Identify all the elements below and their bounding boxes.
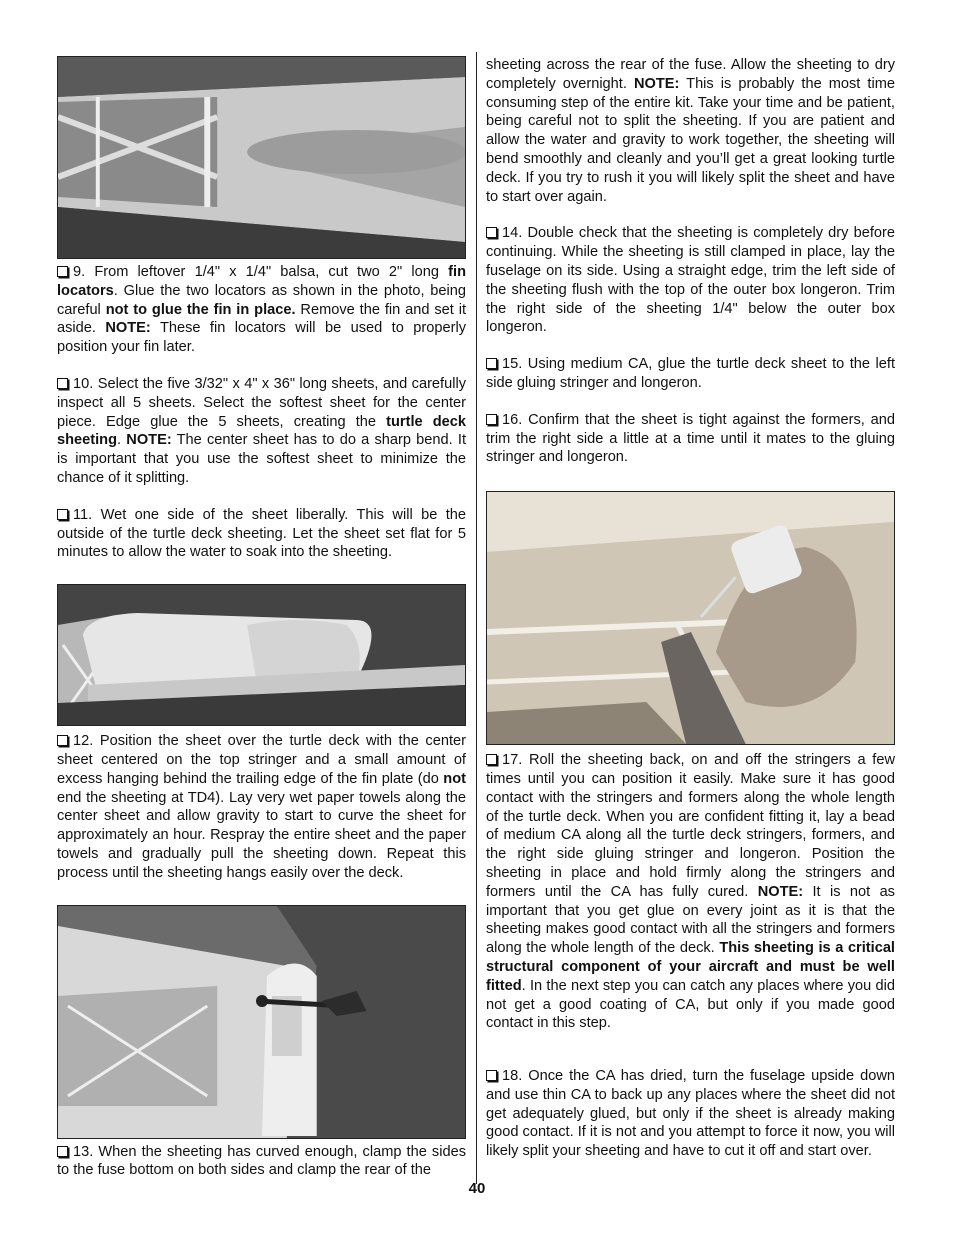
photo-glue-application bbox=[486, 491, 895, 745]
step-12 bbox=[57, 732, 466, 882]
left-column bbox=[57, 56, 466, 1180]
step-number: 13. bbox=[73, 1143, 94, 1160]
step-text: Position the sheet over the turtle deck with the center sheet centered on the top stringer and a small amount of excess hanging behind the trailing edge of the fin plate (do bbox=[57, 733, 466, 787]
step-text: . Glue the two locators as shown in the photo, being careful bbox=[57, 282, 466, 318]
step-text: Confirm that the sheet is tight against the formers, and trim the right side a little at a time until it mates to the gluing stringer and longeron. bbox=[486, 411, 895, 466]
step-10 bbox=[57, 375, 466, 488]
step-text: It is not as important that you get glue on every joint as it is that the sheeting makes good contact with all the stringers and formers along the whole length of the deck. bbox=[486, 883, 895, 957]
step-text: Roll the sheeting back, on and off the stringers a few times until you can position it easily. Make sure it has good contact with the stringers and formers along the whole length of the turtle deck. When you are confident fitting it, lay a bead of medium CA along all the turtle deck stringers, formers, and the right side gluing stringer and longeron. Position the sheeting in place and hold firmly along the stringers and formers until the CA has fully cured. bbox=[486, 752, 895, 900]
checkbox-icon[interactable] bbox=[486, 358, 497, 369]
step-13 bbox=[57, 1143, 466, 1181]
step-bold: turtle deck sheeting bbox=[57, 413, 466, 449]
step-text: This is probably the most time consuming step of the entire kit. Take your time and be patient, being careful not to split the sheeting. If you are patient and allow the water and gravity to work together, the sheeting will bend smoothly and cleanly and you’ll get a great looking turtle deck. If you try to rush it you will likely split the sheet and have to start over again. bbox=[486, 75, 895, 205]
step-text: When the sheeting has curved enough, clamp the sides to the fuse bottom on both sides and clamp the rear of the bbox=[57, 1143, 466, 1179]
step-text: Wet one side of the sheet liberally. This will be the outside of the turtle deck sheeting. Let the sheet set flat for 5 minutes to allow the water to soak into the sheeting. bbox=[57, 506, 466, 561]
step-text: . In the next step you can catch any places where you did not get a good coating of CA, but only if you made good contact in this step. bbox=[486, 977, 895, 1032]
column-divider bbox=[476, 52, 477, 1184]
step-bold: fin locators bbox=[57, 264, 466, 299]
step-text: Once the CA has dried, turn the fuselage upside down and use thin CA to back up any places where the sheet did not get adequately glued, but only if the sheet is already making good contact. If it is not and you attempt to force it now, you will likely split your sheeting and have to cut it off and start over. bbox=[486, 1068, 895, 1160]
checkbox-icon[interactable] bbox=[57, 735, 68, 746]
step-text: From leftover 1/4" x 1/4" balsa, cut two 2" long bbox=[94, 264, 449, 280]
step-number: 9. bbox=[73, 264, 86, 280]
checkbox-icon[interactable] bbox=[57, 378, 68, 389]
step-text: The center sheet has to do a sharp bend. It is important that you use the softest sheet to minimize the chance of it splitting. bbox=[57, 432, 467, 486]
step-bold: NOTE: bbox=[105, 320, 151, 337]
step-16 bbox=[486, 411, 895, 467]
step-number: 10. bbox=[73, 375, 94, 392]
checkbox-icon[interactable] bbox=[486, 1070, 497, 1081]
step-13-continued bbox=[486, 56, 895, 206]
step-text: Using medium CA, glue the turtle deck sheet to the left side gluing stringer and longeron. bbox=[486, 356, 895, 391]
photo-fin-locators bbox=[57, 56, 466, 259]
step-number: 12. bbox=[73, 733, 94, 750]
step-number: 16. bbox=[502, 411, 523, 428]
checkbox-icon[interactable] bbox=[486, 227, 497, 238]
step-text: These fin locators will be used to properly position your fin later. bbox=[57, 320, 466, 356]
right-column bbox=[486, 56, 895, 1161]
step-number: 17. bbox=[502, 752, 523, 769]
checkbox-icon[interactable] bbox=[57, 509, 68, 520]
step-text: sheeting across the rear of the fuse. Allow the sheeting to dry completely overnight. bbox=[486, 57, 895, 92]
step-18 bbox=[486, 1067, 895, 1161]
step-text: Double check that the sheeting is completely dry before continuing. While the sheeting is still clamped in place, lay the fuselage on its side. Using a straight edge, trim the left side of the sheeting flush with the top of the outer box longeron. Trim the right side of the sheeting 1/4" below the outer box longeron. bbox=[486, 225, 896, 336]
step-text: end the sheeting at TD4). Lay very wet paper towels along the center sheet and allow gravity to start to curve the sheet for approximately an hour. Respray the entire sheet and the paper towels and gradually pull the sheeting down. Repeat this process until the sheeting hangs easily over the deck. bbox=[57, 789, 466, 881]
step-bold: This sheeting is a critical structural component of your aircraft and must be well fitted bbox=[486, 940, 895, 994]
photo-clamped-sheeting bbox=[57, 905, 466, 1139]
step-number: 11. bbox=[73, 506, 93, 523]
step-17 bbox=[486, 751, 895, 1033]
step-11 bbox=[57, 506, 466, 562]
step-text: Remove the fin and set it aside. bbox=[57, 301, 467, 337]
step-number: 15. bbox=[502, 356, 523, 373]
page-number: 40 bbox=[468, 1180, 486, 1197]
checkbox-icon[interactable] bbox=[486, 414, 497, 425]
step-bold: NOTE: bbox=[633, 75, 680, 92]
step-bold: not bbox=[443, 770, 466, 787]
step-text: Select the five 3/32" x 4" x 36" long sheets, and carefully inspect all 5 sheets. Select the softest sheet for the center piece. Edge glue the 5 sheets, creating the bbox=[57, 375, 466, 430]
step-text: . bbox=[117, 432, 127, 449]
checkbox-icon[interactable] bbox=[486, 754, 497, 765]
photo-wet-sheet bbox=[57, 584, 466, 726]
step-15 bbox=[486, 355, 895, 393]
step-number: 18. bbox=[502, 1068, 523, 1085]
step-14 bbox=[486, 224, 895, 337]
step-bold: NOTE: bbox=[757, 883, 804, 900]
step-bold: not to glue the fin in place. bbox=[105, 301, 296, 318]
step-number: 14. bbox=[502, 225, 523, 242]
checkbox-icon[interactable] bbox=[57, 266, 68, 277]
checkbox-icon[interactable] bbox=[57, 1146, 68, 1157]
step-bold: NOTE: bbox=[126, 432, 172, 449]
step-9 bbox=[57, 263, 466, 357]
